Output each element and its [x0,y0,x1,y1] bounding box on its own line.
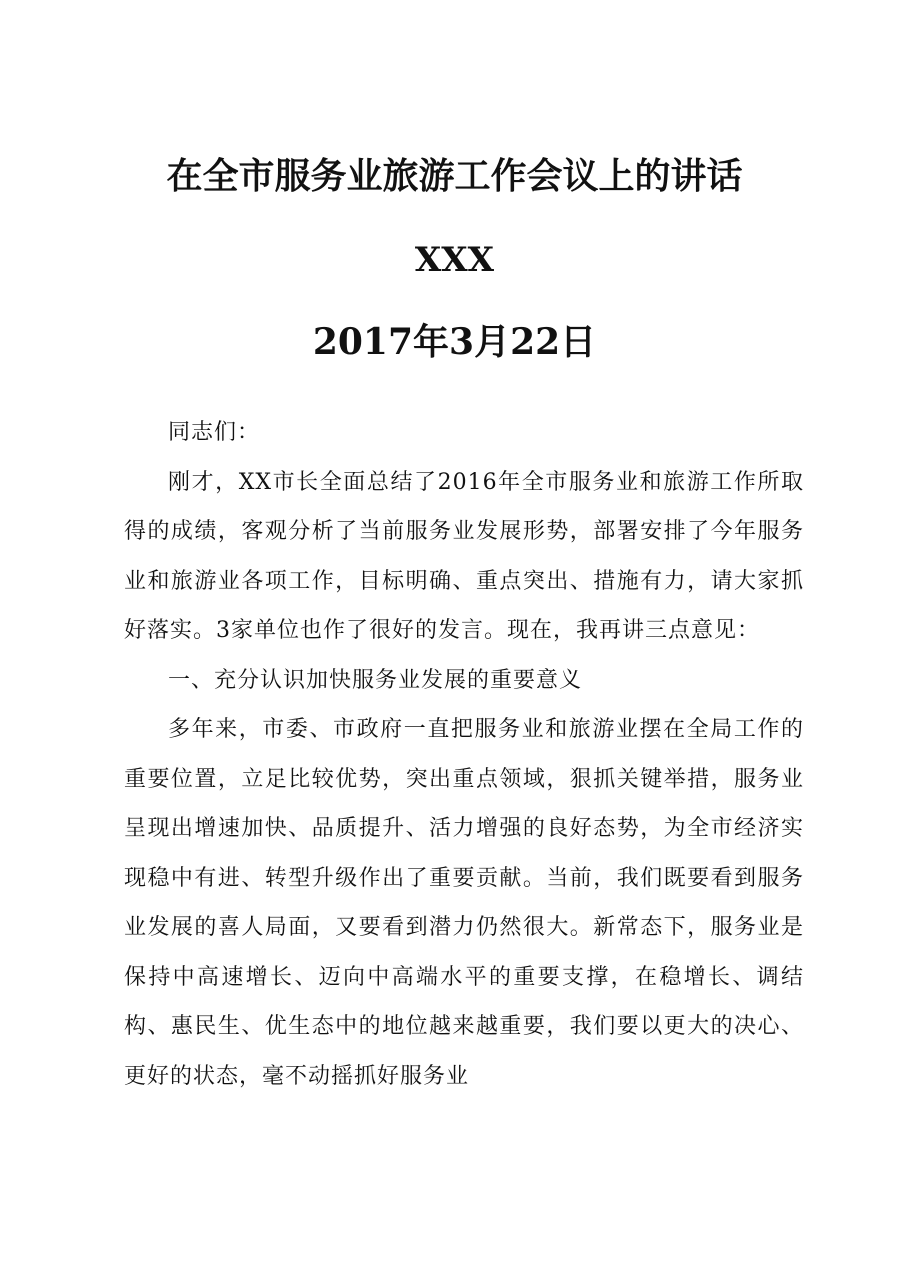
body-paragraph: 刚才，XX市长全面总结了2016年全市服务业和旅游工作所取得的成绩，客观分析了当前服务业发展形势，部署安排了今年服务业和旅游业各项工作，目标明确、重点突出、措施有力，请大家抓好落实。3家单位也作了很好的发言。现在，我再讲三点意见： [124,469,804,643]
salutation-paragraph: 同志们： [168,420,261,445]
section-heading: 一、充分认识加快服务业发展的重要意义 [168,667,583,693]
document-body [124,408,804,1101]
document-date: 2017年3月22日 [312,321,597,363]
document-title: 在全市服务业旅游工作会议上的讲话 [166,155,743,197]
body-paragraph: 多年来，市委、市政府一直把服务业和旅游业摆在全局工作的重要位置，立足比较优势，突出重点领域，狠抓关键举措，服务业呈现出增速加快、品质提升、活力增强的良好态势，为全市经济实现稳中有进、转型升级作出了重要贡献。当前，我们既要看到服务业发展的喜人局面，又要看到潜力仍然很大。新常态下，服务业是保持中高速增长、迈向中高端水平的重要支撑，在稳增长、调结构、惠民生、优生态中的地位越来越重要，我们要以更大的决心、更好的状态，毫不动摇抓好服务业 [124,717,804,1089]
document-author: XXX [414,240,495,280]
